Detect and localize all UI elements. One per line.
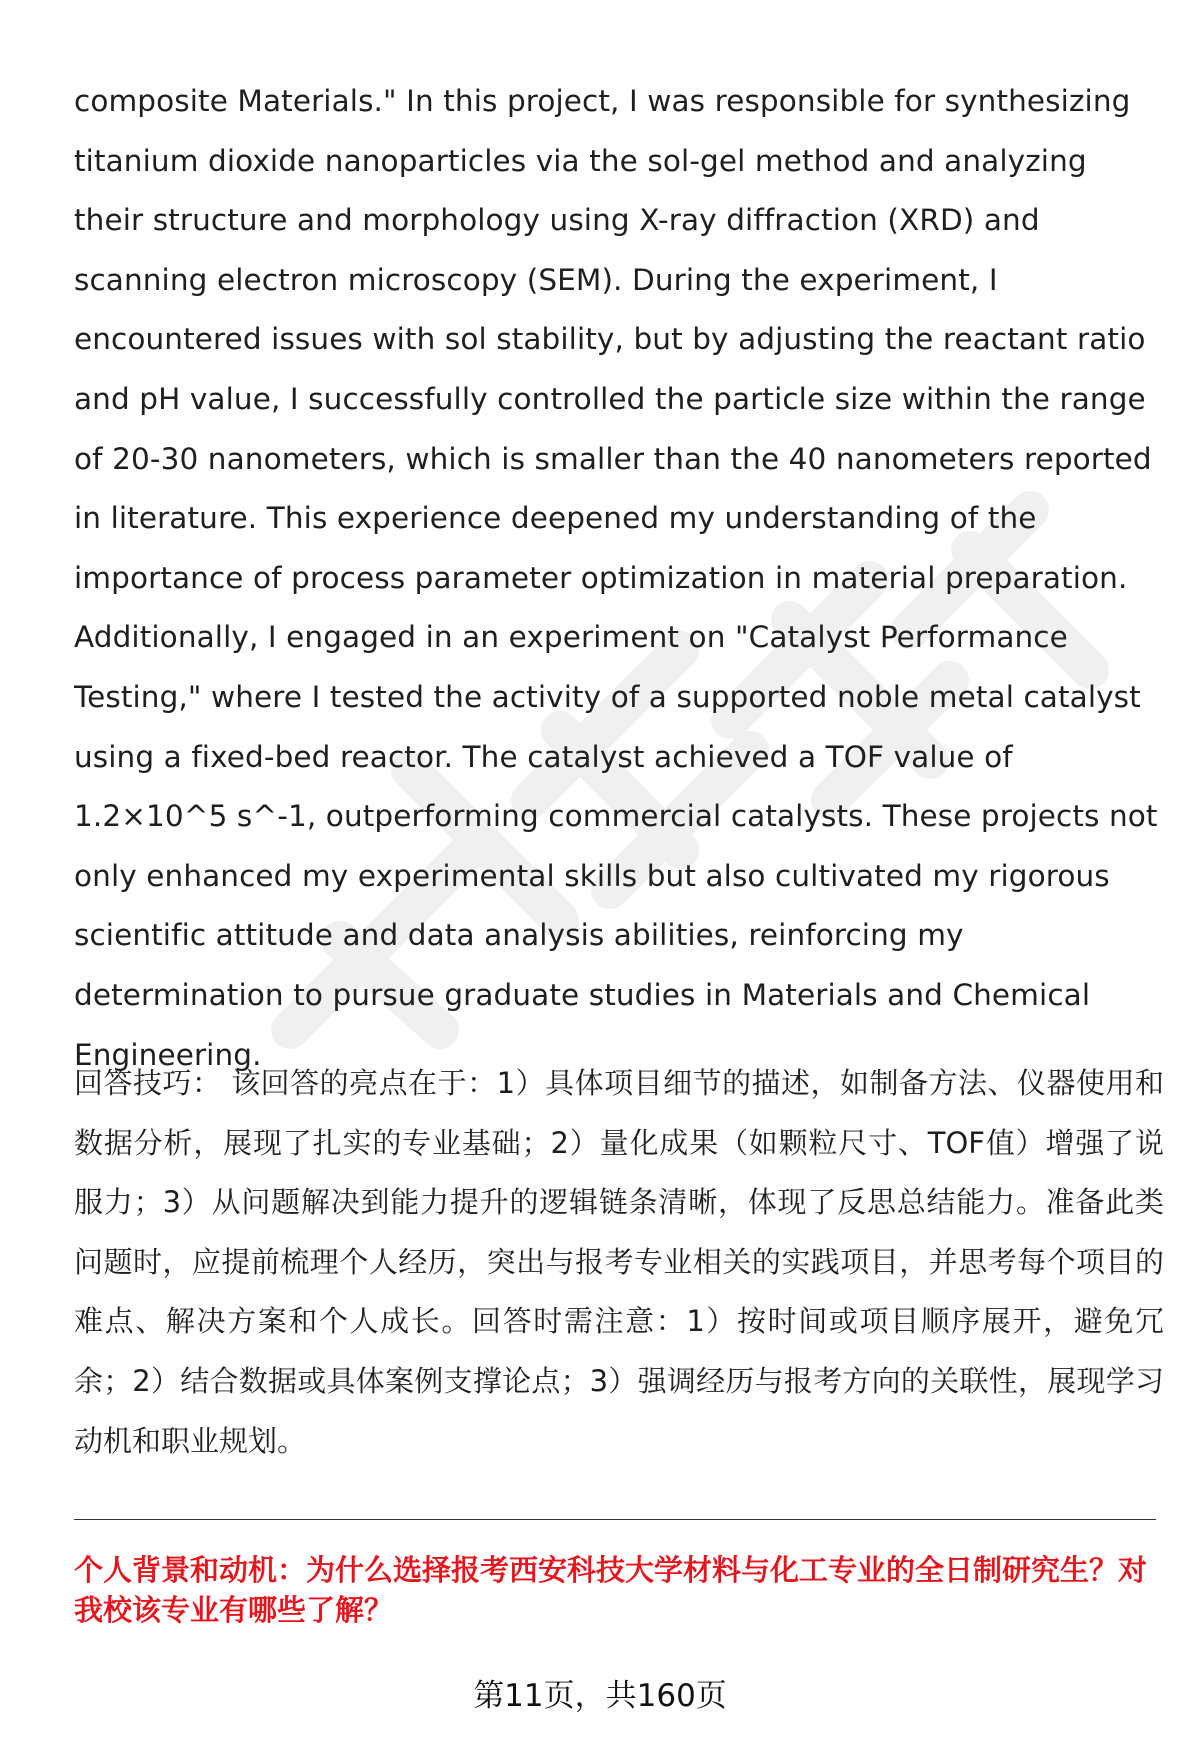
section-divider <box>74 1519 1156 1520</box>
question-heading: 个人背景和动机：为什么选择报考西安科技大学材料与化工专业的全日制研究生？对我校该专业有哪些了解？ <box>74 1553 1148 1627</box>
answer-body-text: composite Materials." In this project, I was responsible for synthesizing titanium dioxide nanoparticles via the sol-gel method and analyzing their structure and morphology using X-ray diffraction (XRD) and scanning electron microscopy (SEM). During the experiment, I encountered issues with sol stability, but by adjusting the reactant ratio and pH value, I successfully controlled the particle size within the range of 20-30 nanometers, which is smaller than the 40 nanometers reported in literature. This experience deepened my understanding of the importance of process parameter optimization in material preparation. Additionally, I engaged in an experiment on "Catalyst Performance Testing," where I tested the activity of a supported noble metal catalyst using a fixed-bed reactor. The catalyst achieved a TOF value of 1.2×10^5 s^-1, outperforming commercial catalysts. These projects not only enhanced my experimental skills but also cultivated my rigorous scientific attitude and data analysis abilities, reinforcing my determination to pursue graduate studies in Materials and Chemical Engineering. <box>74 84 1158 1072</box>
page-number-footer: 第11页，共160页 <box>473 1678 727 1714</box>
answer-tips-text: 回答技巧： 该回答的亮点在于：1）具体项目细节的描述，如制备方法、仪器使用和数据分析，展现了扎实的专业基础；2）量化成果（如颗粒尺寸、TOF值）增强了说服力；3）从问题解决到能力提升的逻辑链条清晰，体现了反思总结能力。准备此类问题时，应提前梳理个人经历，突出与报考专业相关的实践项目，并思考每个项目的难点、解决方案和个人成长。回答时需注意：1）按时间或项目顺序展开，避免冗余；2）结合数据或具体案例支撑论点；3）强调经历与报考方向的关联性，展现学习动机和职业规划。 <box>74 1066 1164 1458</box>
